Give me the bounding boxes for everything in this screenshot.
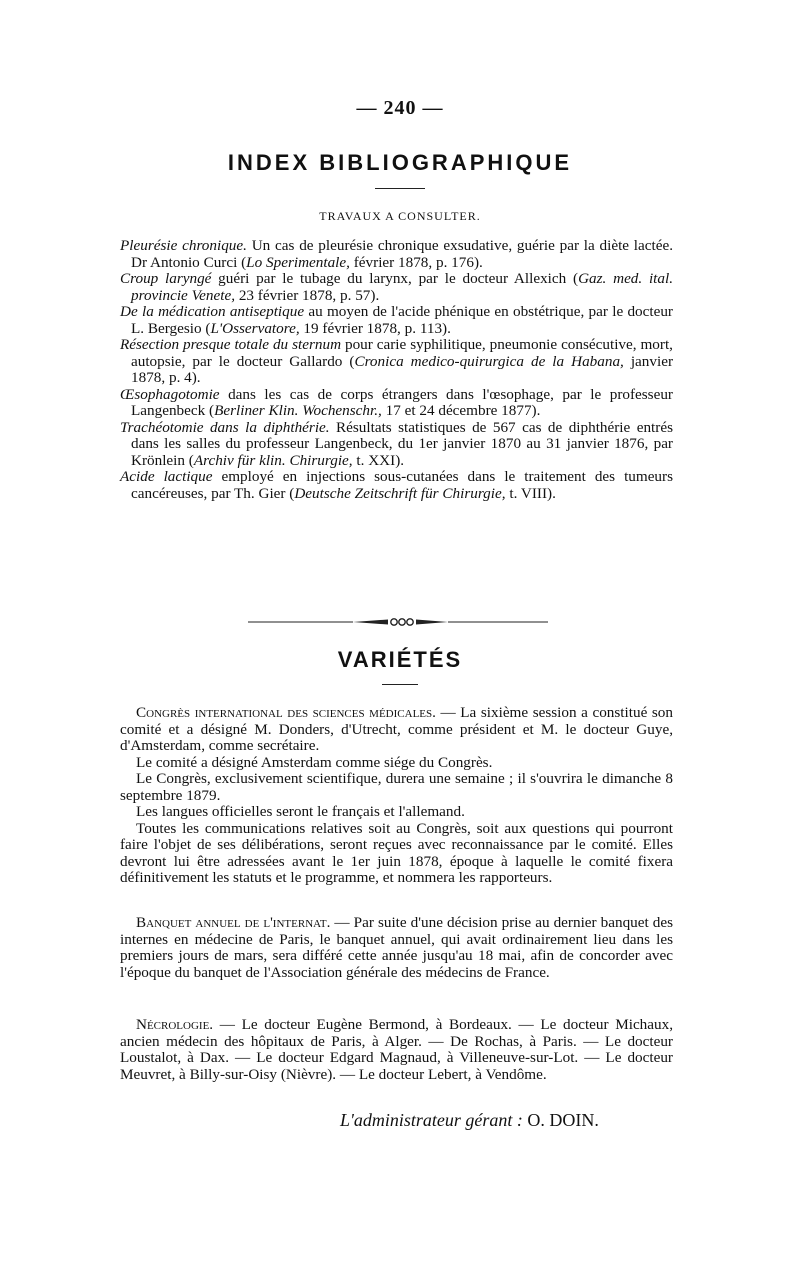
- entry-text: au moyen de l'acide phénique en obstétrique, par le docteur L. Bergesio (: [131, 303, 673, 337]
- entry-title: Acide lactique: [120, 468, 213, 485]
- bibliography-entry: [120, 304, 673, 337]
- entry-text: Résultats statistiques de 567 cas de diphthérie entrés dans les salles du professeur Langenbeck, du 1er janvier 1870 au 31 janvier 1876, par Krönlein (: [131, 418, 673, 469]
- entry-text: t. VIII).: [505, 484, 556, 502]
- entry-source: Berliner Klin. Wochenschr.,: [214, 402, 382, 419]
- entry-title: Trachéotomie dans la diphthérie.: [120, 418, 330, 436]
- signature: [340, 1110, 680, 1131]
- entry-text: guéri par le tubage du larynx, par le docteur Allexich (: [211, 270, 579, 287]
- entry-source: Lo Sperimentale,: [246, 253, 350, 271]
- entry-title: Pleurésie chronique.: [120, 237, 247, 254]
- paragraph: [120, 1017, 673, 1083]
- bibliography-entry: [120, 238, 673, 271]
- paragraph: Le comité a désigné Amsterdam comme siége du Congrès.: [136, 753, 493, 771]
- bibliography-entry: [120, 271, 673, 304]
- paragraph-heading: Nécrologie.: [136, 1016, 214, 1033]
- paragraph-heading: Banquet annuel de l'internat.: [136, 914, 331, 931]
- entry-text: pour carie syphilitique, pneumonie consécutive, mort, autopsie, par le docteur Gallardo (: [131, 336, 673, 370]
- banquet-section: [120, 915, 673, 981]
- paragraph: Le Congrès, exclusivement scientifique, durera une semaine ; il s'ouvrira le dimanche 8 septembre 1879.: [120, 770, 673, 804]
- entry-text: février 1878, p. 176).: [349, 253, 483, 271]
- paragraph-text: — Par suite d'une décision prise au dernier banquet des internes en médecine de Paris, le banquet annuel, qui avait ordinairement lieu dans les premiers jours de mars, sera différé cette année jusqu'au 18 mai, afin de concorder avec l'époque du banquet de l'Association générale des médecins de France.: [120, 914, 674, 981]
- signature-name: O. DOIN.: [522, 1110, 599, 1130]
- entry-source: Cronica medico-quirurgica de la Habana,: [354, 352, 624, 370]
- paragraph: Les langues officielles seront le français et l'allemand.: [136, 803, 465, 820]
- paragraph: Toutes les communications relatives soit au Congrès, soit aux questions qui pourront faire l'objet de ses délibérations, seront reçues avec reconnaissance par le comité. Elles devront lui être adressées avant le 1er juin 1878, époque à laquelle le comité fixera définitivement les statuts et le programme, et nommera les rapporteurs.: [120, 819, 673, 886]
- entry-text: employé en injections sous-cutanées dans le traitement des tumeurs cancéreuses, par Th. Gier (: [131, 468, 673, 502]
- subtitle: TRAVAUX A CONSULTER.: [319, 209, 481, 223]
- section-title-varietes: VARIÉTÉS: [337, 647, 463, 672]
- ornamental-divider: [248, 616, 548, 628]
- entry-source: Deutsche Zeitschrift für Chirurgie,: [294, 484, 506, 502]
- congres-section: [120, 705, 673, 887]
- entry-text: Un cas de pleurésie chronique exsudative, guérie par la diète lactée. Dr Antonio Curci (: [131, 237, 673, 271]
- bibliography-entry: [120, 469, 673, 502]
- entry-title: De la médication antiseptique: [120, 303, 305, 320]
- entry-source: Archiv für klin. Chirurgie,: [193, 451, 353, 469]
- page-number: — 240 —: [356, 97, 444, 119]
- section-title-index: INDEX BIBLIOGRAPHIQUE: [227, 150, 573, 175]
- entry-source: L'Osservatore,: [210, 319, 300, 337]
- paragraph-text: — La sixième session a constitué son comité et a désigné M. Donders, d'Utrecht, comme président et M. le docteur Guye, d'Amsterdam, comme secrétaire.: [120, 704, 673, 754]
- title-rule: [375, 188, 425, 189]
- entry-title: Résection presque totale du sternum: [120, 336, 342, 353]
- necrologie-section: [120, 1017, 673, 1083]
- entry-text: 23 février 1878, p. 57).: [235, 286, 380, 304]
- paragraph: [120, 705, 673, 755]
- entry-text: 17 et 24 décembre 1877).: [381, 402, 541, 419]
- paragraph-text: — Le docteur Eugène Bermond, à Bordeaux. — Le docteur Michaux, ancien médecin des hôpitaux de Paris, à Alger. — De Rochas, à Paris. — Le docteur Loustalot, à Dax. — Le docteur Edgard Magnaud, à Villeneuve-sur-Lot. — Le docteur Meuvret, à Billy-sur-Oisy (Nièvre). — Le docteur Lebert, à Vendôme.: [120, 1016, 673, 1083]
- bibliography-entry: [120, 420, 673, 470]
- entry-text: 19 février 1878, p. 113).: [299, 319, 451, 337]
- bibliography-entry: [120, 337, 673, 387]
- signature-label: L'administrateur gérant :: [340, 1110, 523, 1130]
- paragraph-heading: Congrès international des sciences médicales.: [136, 704, 436, 721]
- bibliography-entry: [120, 387, 673, 420]
- entry-source: Gaz. med. ital. provincie Venete,: [131, 270, 674, 304]
- entry-title: Œsophagotomie: [120, 385, 220, 403]
- entry-text: janvier 1878, p. 4).: [131, 352, 674, 386]
- entry-text: t. XXI).: [352, 451, 405, 469]
- entry-title: Croup laryngé: [120, 270, 212, 287]
- entry-text: dans les cas de corps étrangers dans l'œsophage, par le professeur Langenbeck (: [131, 385, 673, 419]
- title-rule: [382, 684, 418, 685]
- bibliography-list: [120, 238, 673, 502]
- paragraph: [120, 915, 673, 981]
